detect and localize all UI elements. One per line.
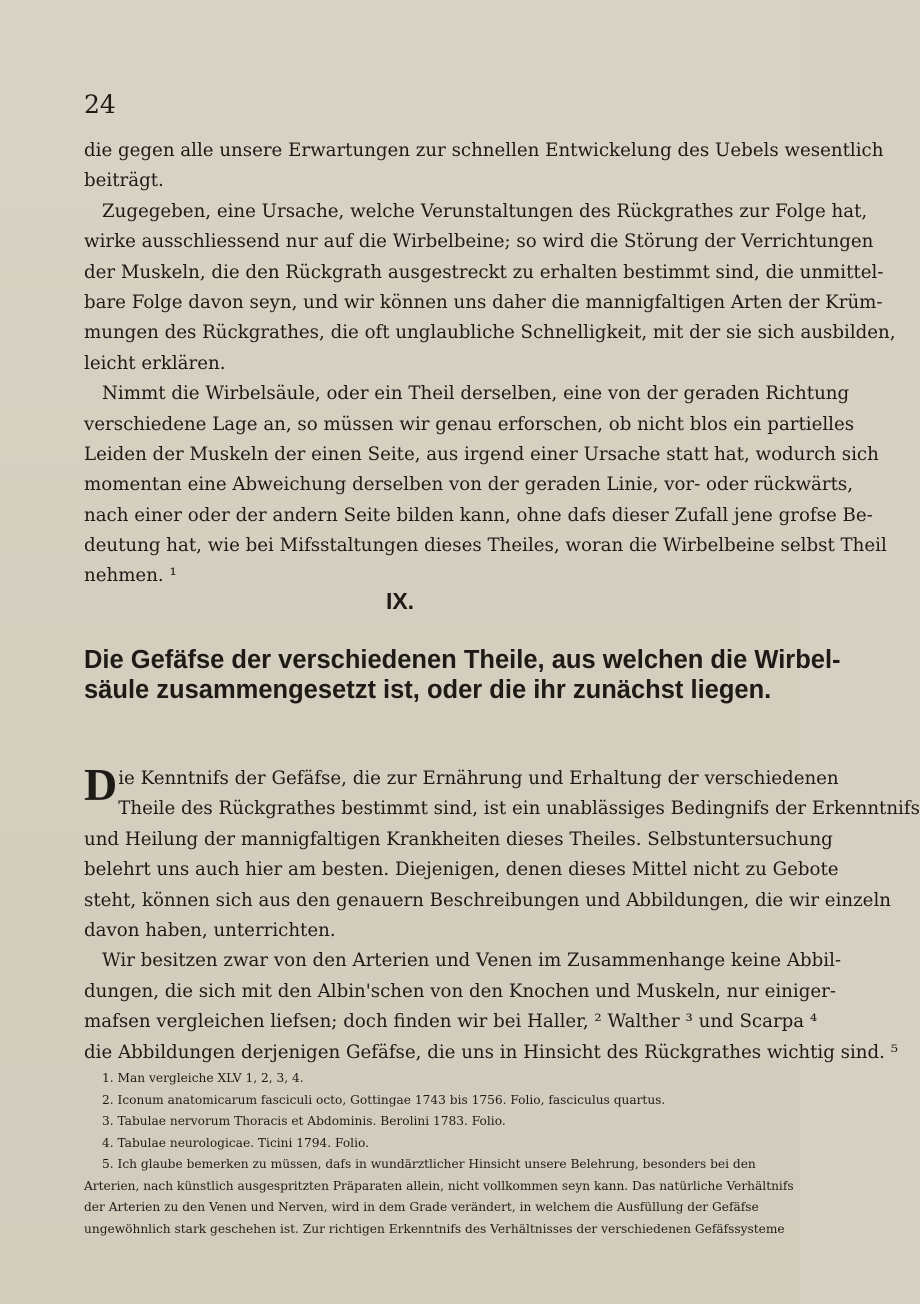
text-line: ie Kenntnifs der Gefäfse, die zur Ernährung und Erhaltung der verschiedenen — [118, 768, 839, 789]
footnote: 3. Tabulae nervorum Thoracis et Abdominis. Berolini 1783. Folio. — [102, 1114, 506, 1128]
section-number: IX. — [385, 588, 415, 614]
footnotes — [84, 1068, 794, 1240]
footnote: Arterien, nach künstlich ausgespritzten Präparaten allein, nicht vollkommen seyn kann. Das natürliche Verhältnifs — [84, 1178, 794, 1193]
body-text-top — [84, 136, 896, 592]
body-text-section — [84, 759, 920, 1068]
text-line: deutung hat, wie bei Mifsstaltungen dieses Theiles, woran die Wirbelbeine selbst Theil — [84, 535, 887, 557]
section-heading — [84, 642, 841, 705]
text-line: belehrt uns auch hier am besten. Diejenigen, denen dieses Mittel nicht zu Gebote — [84, 859, 839, 881]
text-line: Zugegeben, eine Ursache, welche Verunstaltungen des Rückgrathes zur Folge hat, — [102, 200, 868, 222]
text-line: mafsen vergleichen liefsen; doch finden wir bei Haller, ² Walther ³ und Scarpa ⁴ — [84, 1011, 818, 1033]
text-line: die gegen alle unsere Erwartungen zur schnellen Entwickelung des Uebels wesentlich — [84, 140, 884, 161]
footnote: 4. Tabulae neurologicae. Ticini 1794. Folio. — [102, 1135, 369, 1150]
heading-line: Die Gefäfse der verschiedenen Theile, aus welchen die Wirbel- — [84, 646, 841, 674]
page-number: 24 — [84, 90, 116, 119]
text-line: Theile des Rückgrathes bestimmt sind, ist ein unablässiges Bedingnifs der Erkenntnifs — [118, 798, 920, 820]
text-line: nach einer oder der andern Seite bilden kann, ohne dafs dieser Zufall jene grofse Be- — [84, 504, 873, 526]
text-line: nehmen. ¹ — [84, 565, 177, 587]
drop-cap: D — [84, 759, 118, 810]
footnote: ungewöhnlich stark geschehen ist. Zur richtigen Erkenntnifs des Verhältnisses der verschiedenen Gefäfssysteme — [84, 1221, 785, 1236]
text-line: die Abbildungen derjenigen Gefäfse, die uns in Hinsicht des Rückgrathes wichtig sind. ⁵ — [84, 1041, 899, 1063]
text-line: wirke ausschliessend nur auf die Wirbelbeine; so wird die Störung der Verrichtungen — [84, 231, 874, 253]
text-line: momentan eine Abweichung derselben von der geraden Linie, vor- oder rückwärts, — [84, 474, 854, 496]
text-line: beiträgt. — [84, 170, 164, 192]
text-line: Leiden der Muskeln der einen Seite, aus irgend einer Ursache statt hat, wodurch sich — [84, 443, 879, 465]
text-line: der Muskeln, die den Rückgrath ausgestreckt zu erhalten bestimmt sind, die unmittel- — [84, 261, 884, 283]
footnote: der Arterien zu den Venen und Nerven, wird in dem Grade verändert, in welchem die Ausfüllung der Gefäfse — [84, 1200, 759, 1214]
text-line: mungen des Rückgrathes, die oft unglaubliche Schnelligkeit, mit der sie sich ausbilden, — [84, 322, 896, 344]
footnote: 2. Iconum anatomicarum fasciculi octo, Gottingae 1743 bis 1756. Folio, fasciculus quartus. — [102, 1092, 666, 1107]
text-line: davon haben, unterrichten. — [84, 919, 336, 941]
footnote: 1. Man vergleiche XLV 1, 2, 3, 4. — [102, 1071, 304, 1085]
text-line: steht, können sich aus den genauern Beschreibungen und Abbildungen, die wir einzeln — [84, 889, 891, 911]
heading-line: säule zusammengesetzt ist, oder die ihr zunächst liegen. — [84, 676, 772, 705]
text-line: Nimmt die Wirbelsäule, oder ein Theil derselben, eine von der geraden Richtung — [102, 383, 850, 405]
text-line: und Heilung der mannigfaltigen Krankheiten dieses Theiles. Selbstuntersuchung — [84, 828, 833, 850]
text-line: bare Folge davon seyn, und wir können uns daher die mannigfaltigen Arten der Krüm- — [84, 291, 883, 313]
text-line: leicht erklären. — [84, 352, 226, 374]
text-line: verschiedene Lage an, so müssen wir genau erforschen, ob nicht blos ein partielles — [84, 413, 855, 435]
text-line: dungen, die sich mit den Albin'schen von den Knochen und Muskeln, nur einiger- — [84, 980, 836, 1002]
footnote: 5. Ich glaube bemerken zu müssen, dafs in wundärztlicher Hinsicht unsere Belehrung, besonders bei den — [102, 1157, 756, 1171]
text-line: Wir besitzen zwar von den Arterien und Venen im Zusammenhange keine Abbil- — [102, 950, 842, 972]
